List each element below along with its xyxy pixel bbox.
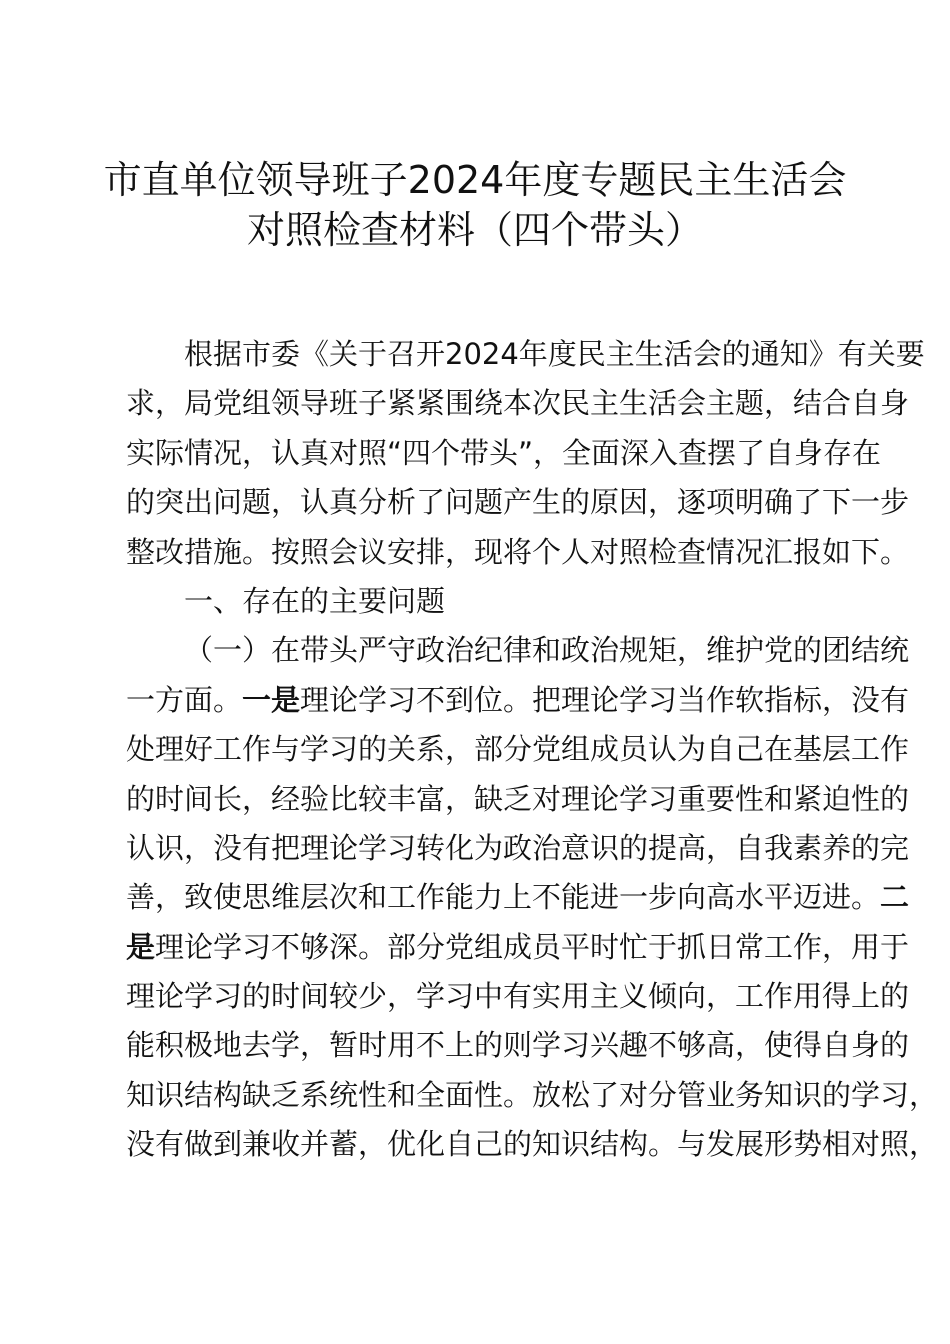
section1-line: 处理好工作与学习的关系，部分党组成员认为自己在基层工作 [126, 732, 910, 767]
section1-line: 没有做到兼收并蓄，优化自己的知识结构。与发展形势相对照， [126, 1127, 939, 1162]
paragraph-intro-line: 整改措施。按照会议安排，现将个人对照检查情况汇报如下。 [126, 534, 910, 569]
section1-text: 理论学习不够深。部分党组成员平时忙于抓日常工作，用于 [155, 929, 910, 964]
section1-text: 一方面。 [126, 682, 243, 717]
section1-line: 的时间长，经验比较丰富，缺乏对理论学习重要性和紧迫性的 [126, 781, 910, 816]
paragraph-intro-line: 实际情况，认真对照“四个带头”，全面深入查摆了自身存在 [126, 435, 882, 470]
section1-text: 善，致使思维层次和工作能力上不能进一步向高水平迈进。 [126, 880, 881, 915]
section1-line: 知识结构缺乏系统性和全面性。放松了对分管业务知识的学习， [126, 1077, 939, 1112]
section1-line: 认识，没有把理论学习转化为政治意识的提高，自我素养的完 [126, 830, 910, 865]
bold-marker: 是 [126, 929, 156, 964]
section1-text: 理论学习不到位。把理论学习当作软指标，没有 [300, 682, 910, 717]
paragraph-intro-line: 求，局党组领导班子紧紧围绕本次民主生活会主题，结合自身 [126, 386, 910, 421]
section1-line: 理论学习的时间较少，学习中有实用主义倾向，工作用得上的 [126, 979, 910, 1014]
section-heading: 一、存在的主要问题 [184, 583, 446, 618]
document-title-line2: 对照检查材料（四个带头） [246, 208, 703, 252]
document-body [126, 330, 939, 1170]
section1-line: 能积极地去学，暂时用不上的则学习兴趣不够高，使得自身的 [126, 1028, 910, 1063]
paragraph-intro-line: 的突出问题，认真分析了问题产生的原因，逐项明确了下一步 [126, 485, 910, 520]
bold-marker: 一是 [242, 682, 301, 717]
section1-line [126, 873, 910, 922]
bold-marker: 二 [880, 880, 910, 915]
section1-line: （一）在带头严守政治纪律和政治规矩，维护党的团结统 [184, 633, 910, 668]
document-title-line1: 市直单位领导班子2024年度专题民主生活会 [103, 158, 847, 202]
section1-line [126, 676, 910, 725]
paragraph-intro-line: 根据市委《关于召开2024年度民主生活会的通知》有关要 [184, 337, 925, 371]
section1-line [126, 923, 910, 972]
